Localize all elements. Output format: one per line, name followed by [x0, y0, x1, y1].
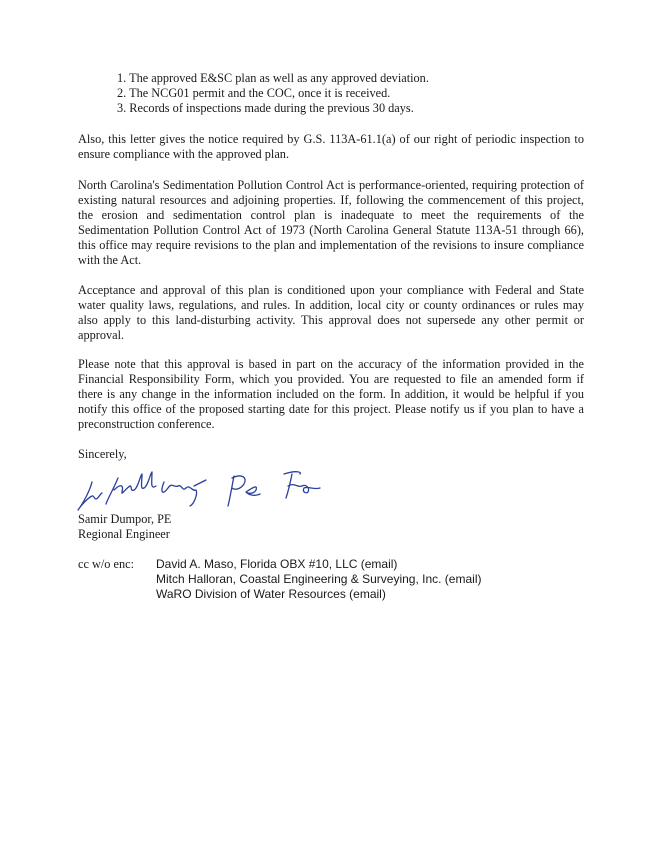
- handwritten-signature: [70, 466, 330, 514]
- cc-recipient: David A. Maso, Florida OBX #10, LLC (email): [156, 557, 398, 571]
- signer-title: Regional Engineer: [78, 527, 170, 541]
- cc-label: cc w/o enc:: [78, 557, 134, 571]
- records-list: [117, 71, 597, 116]
- signer-block: [78, 512, 171, 542]
- cc-recipients: [156, 557, 481, 602]
- financial-responsibility-paragraph: Please note that this approval is based in part on the accuracy of the information provided in the Financial Responsibility Form, which you provided. You are requested to file an amended form if there is any change in the information included on the form. In addition, it would be helpful if you notify this office of the proposed starting date for this project. Please notify us if you plan to have a preconstruction conference.: [78, 357, 584, 431]
- cc-recipient: WaRO Division of Water Resources (email): [156, 587, 386, 601]
- list-item: 1. The approved E&SC plan as well as any approved deviation.: [117, 71, 429, 85]
- closing: Sincerely,: [78, 447, 127, 461]
- list-item: 2. The NCG01 permit and the COC, once it is received.: [117, 86, 391, 100]
- approval-conditions-paragraph: Acceptance and approval of this plan is conditioned upon your compliance with Federal and State water quality laws, regulations, and rules. In addition, local city or county ordinances or rules may also apply to this land-disturbing activity. This approval does not supersede any other permit or approval.: [78, 283, 584, 342]
- act-statement-paragraph: North Carolina's Sedimentation Pollution Control Act is performance-oriented, requiring protection of existing natural resources and adjoining properties. If, following the commencement of this project, the erosion and sedimentation control plan is inadequate to meet the requirements of the Sedimentation Pollution Control Act of 1973 (North Carolina General Statute 113A-51 through 66), this office may require revisions to the plan and implementation of the revisions to insure compliance with the Act.: [78, 178, 584, 267]
- list-item: 3. Records of inspections made during the previous 30 days.: [117, 101, 414, 115]
- cc-recipient: Mitch Halloran, Coastal Engineering & Surveying, Inc. (email): [156, 572, 482, 586]
- signer-name: Samir Dumpor, PE: [78, 512, 172, 526]
- inspection-notice-paragraph: Also, this letter gives the notice required by G.S. 113A-61.1(a) of our right of periodic inspection to ensure compliance with the approved plan.: [78, 132, 584, 161]
